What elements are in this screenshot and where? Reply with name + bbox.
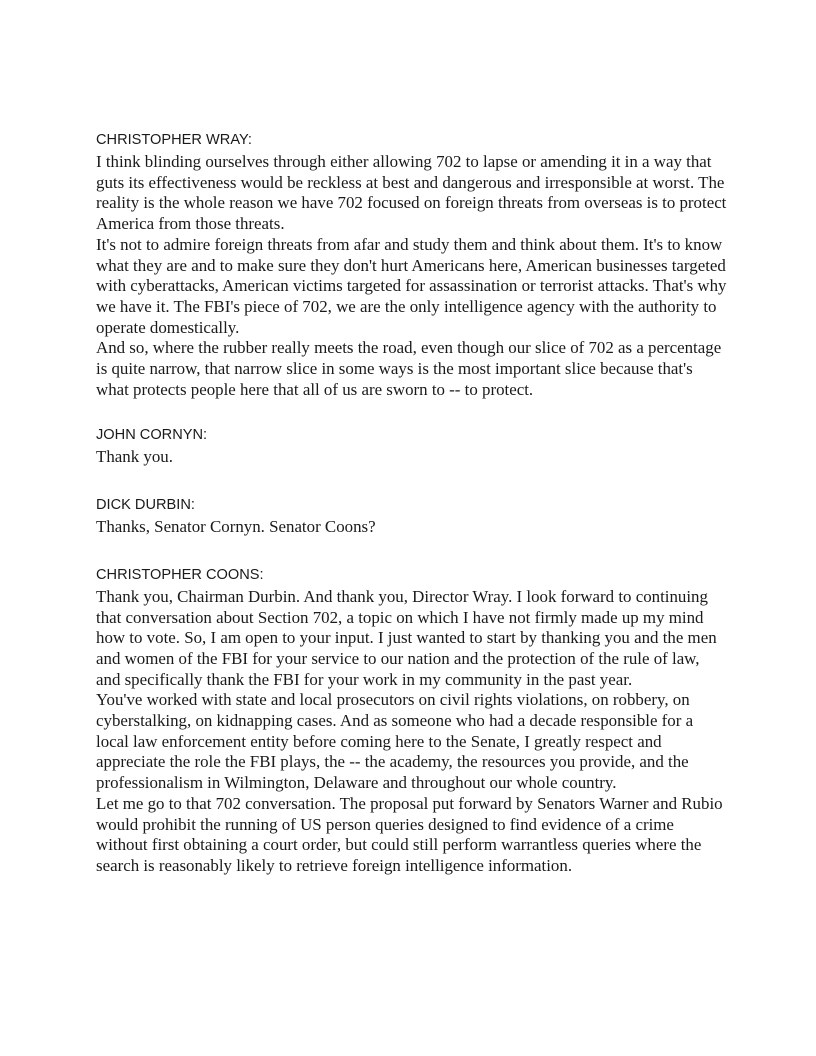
speech-paragraph: And so, where the rubber really meets the road, even though our slice of 702 as a percentage is quite narrow, that narrow slice in some ways is the most important slice because that's what protects people here that all of us are sworn to -- to protect.	[96, 338, 722, 399]
speaker-name: CHRISTOPHER WRAY:	[96, 132, 252, 148]
speech-paragraph: Thank you.	[96, 447, 173, 467]
speaker-block-cornyn	[96, 426, 728, 468]
speech-paragraph: I think blinding ourselves through either allowing 702 to lapse or amending it in a way that guts its effectiveness would be reckless at best and dangerous and irresponsible at worst. The reality is the whole reason we have 702 focused on foreign threats from overseas is to protect America from those threats.	[96, 152, 727, 234]
speaker-name: DICK DURBIN:	[96, 497, 195, 514]
speaker-block-coons	[96, 566, 728, 877]
speech-paragraph: Let me go to that 702 conversation. The proposal put forward by Senators Warner and Rubio would prohibit the running of US person queries designed to find evidence of a crime without first obtaining a court order, but could still perform warrantless queries where the search is reasonably likely to retrieve foreign intelligence information.	[96, 793, 723, 875]
speaker-name: CHRISTOPHER COONS:	[96, 566, 264, 583]
speaker-block-wray	[96, 131, 728, 400]
speaker-name: JOHN CORNYN:	[96, 427, 208, 444]
speech-paragraph: Thank you, Chairman Durbin. And thank you, Director Wray. I look forward to continuing that conversation about Section 702, a topic on which I have not firmly made up my mind how to vote. So, I am open to your input. I just wanted to start by thanking you and the men and women of the FBI for your service to our nation and the protection of the rule of law, and specifically thank the FBI for your work in my community in the past year.	[96, 586, 717, 689]
transcript-page	[96, 131, 728, 903]
speech-paragraph: It's not to admire foreign threats from afar and study them and think about them. It's to know what they are and to make sure they don't hurt Americans here, American businesses targeted with cyberattacks, American victims targeted for assassination or terrorist attacks. That's why we have it. The FBI's piece of 702, we are the only intelligence agency with the authority to operate domestically.	[96, 234, 727, 337]
speaker-block-durbin	[96, 496, 728, 538]
speech-paragraph: Thanks, Senator Cornyn. Senator Coons?	[96, 517, 376, 537]
speech-paragraph: You've worked with state and local prosecutors on civil rights violations, on robbery, on cyberstalking, on kidnapping cases. And as someone who had a decade responsible for a local law enforcement entity before coming here to the Senate, I greatly respect and appreciate the role the FBI plays, the -- the academy, the resources you provide, and the professionalism in Wilmington, Delaware and throughout our whole country.	[96, 690, 694, 793]
